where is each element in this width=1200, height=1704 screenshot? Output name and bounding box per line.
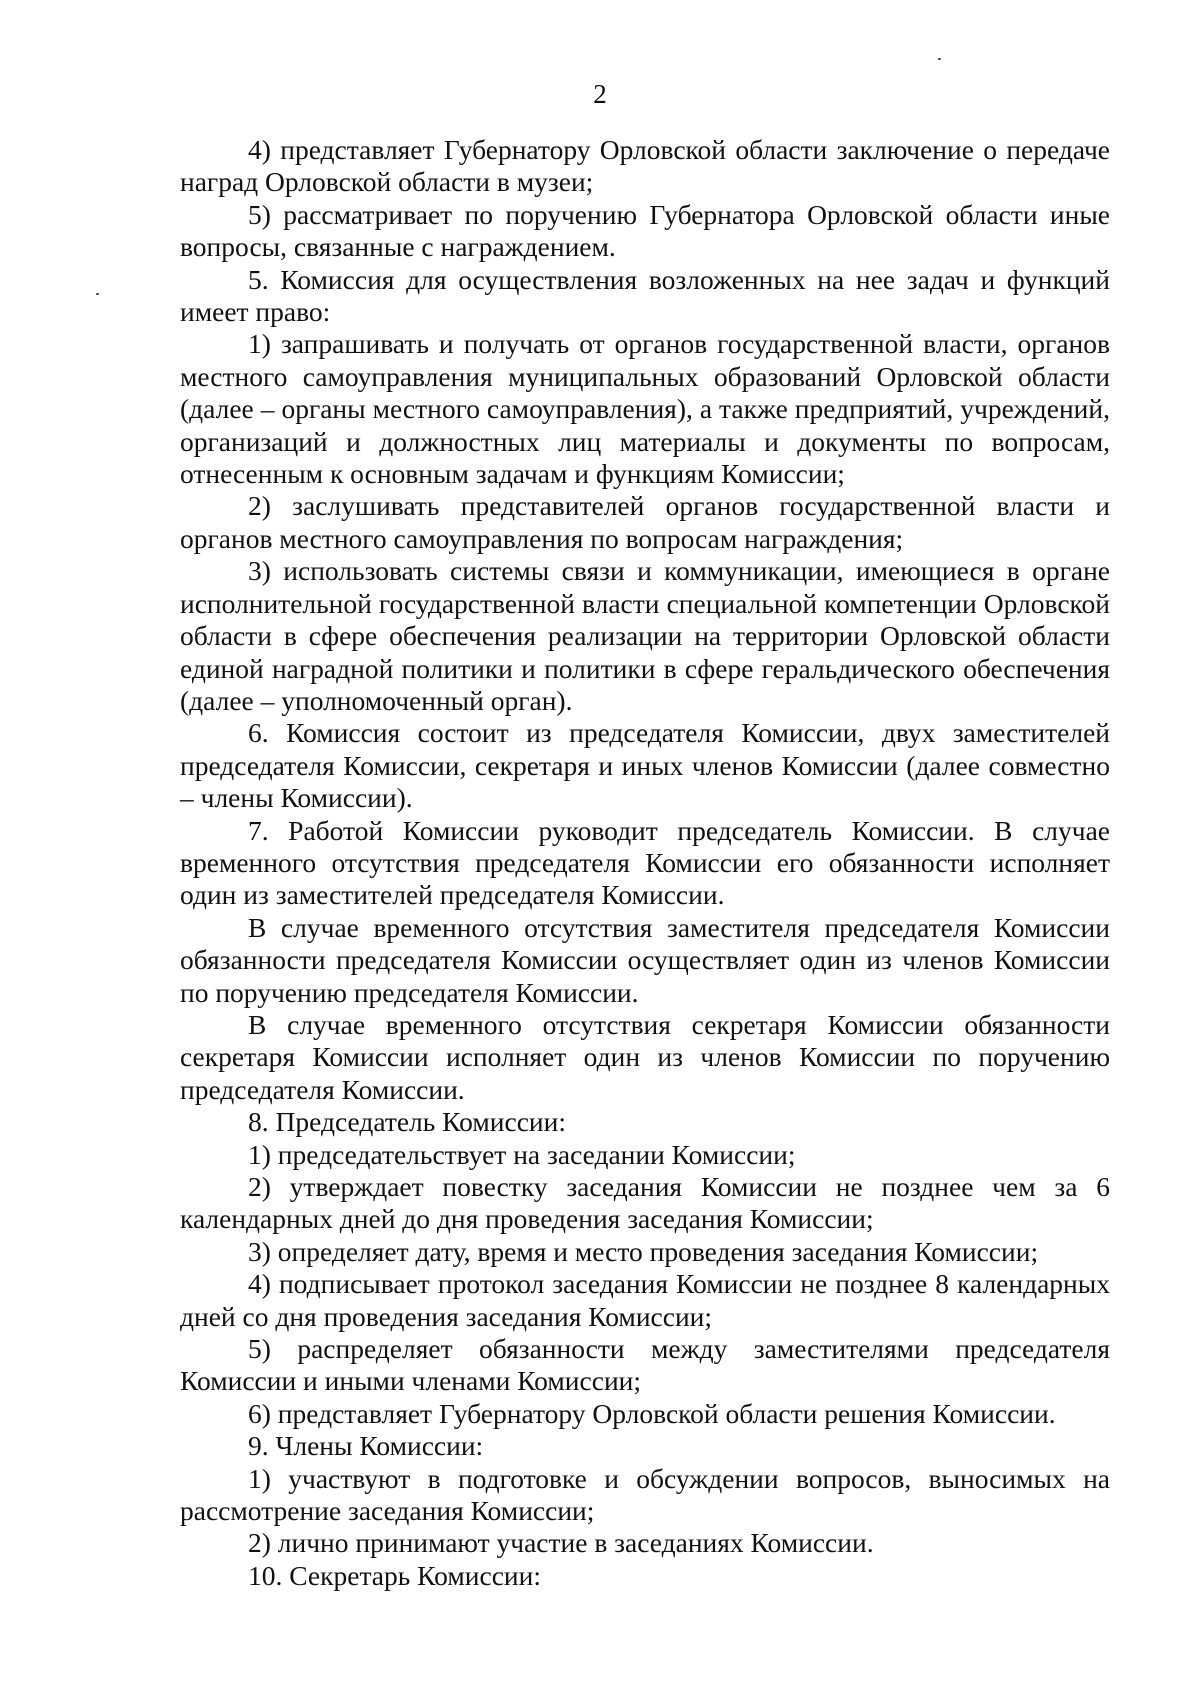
paragraph: 5) рассматривает по поручению Губернатора Орловской области иные вопросы, связанные с награждением. — [180, 198, 1110, 263]
paragraph: 4) подписывает протокол заседания Комиссии не позднее 8 календарных дней со дня проведения заседания Комиссии; — [180, 1268, 1110, 1332]
paragraph: 7. Работой Комиссии руководит председатель Комиссии. В случае временного отсутствия председателя Комиссии его обязанности исполняет один из заместителей председателя Комиссии. — [180, 814, 1110, 911]
paragraph: 6) представляет Губернатору Орловской области решения Комиссии. — [248, 1397, 1056, 1429]
scan-speck — [96, 293, 99, 295]
document-body — [180, 134, 1110, 1592]
paragraph: 5) распределяет обязанности между заместителями председателя Комиссии и иными членами Комиссии; — [180, 1333, 1110, 1397]
paragraph: 8. Председатель Комиссии: — [248, 1106, 566, 1138]
paragraph: 3) использовать системы связи и коммуникации, имеющиеся в органе исполнительной государственной власти специальной компетенции Орловской области в сфере обеспечения реализации на территории Орловской области единой наградной политики и политики в сфере геральдического обеспечения (далее – уполномоченный орган). — [180, 555, 1110, 716]
paragraph: 4) представляет Губернатору Орловской области заключение о передаче наград Орловской области в музеи; — [180, 134, 1110, 198]
scan-speck — [938, 58, 941, 60]
paragraph: 10. Секретарь Комиссии: — [248, 1559, 541, 1591]
paragraph: 2) заслушивать представителей органов государственной власти и органов местного самоуправления по вопросам награждения; — [180, 490, 1110, 554]
paragraph: 3) определяет дату, время и место проведения заседания Комиссии; — [248, 1235, 1039, 1267]
paragraph: 2) лично принимают участие в заседаниях Комиссии. — [248, 1527, 874, 1559]
page-number: 2 — [593, 79, 607, 109]
paragraph: 1) участвуют в подготовке и обсуждении вопросов, выносимых на рассмотрение заседания Комиссии; — [180, 1462, 1110, 1527]
paragraph: 1) председательствует на заседании Комиссии; — [248, 1138, 796, 1170]
paragraph: 9. Члены Комиссии: — [248, 1430, 484, 1462]
paragraph: В случае временного отсутствия заместителя председателя Комиссии обязанности председателя Комиссии осуществляет один из членов Комиссии по поручению председателя Комиссии. — [180, 911, 1110, 1008]
paragraph: 2) утверждает повестку заседания Комиссии не позднее чем за 6 календарных дней до дня проведения заседания Комиссии; — [180, 1171, 1110, 1235]
paragraph: В случае временного отсутствия секретаря Комиссии обязанности секретаря Комиссии исполняет один из членов Комиссии по поручению председателя Комиссии. — [180, 1008, 1110, 1105]
paragraph: 1) запрашивать и получать от органов государственной власти, органов местного самоуправления муниципальных образований Орловской области (далее – органы местного самоуправления), а также предприятий, учреждений, организаций и должностных лиц материалы и документы по вопросам, отнесенным к основным задачам и функциям Комиссии; — [180, 328, 1110, 490]
paragraph: 5. Комиссия для осуществления возложенных на нее задач и функций имеет право: — [180, 263, 1110, 328]
paragraph: 6. Комиссия состоит из председателя Комиссии, двух заместителей председателя Комиссии, секретаря и иных членов Комиссии (далее совместно – члены Комиссии). — [180, 717, 1110, 814]
